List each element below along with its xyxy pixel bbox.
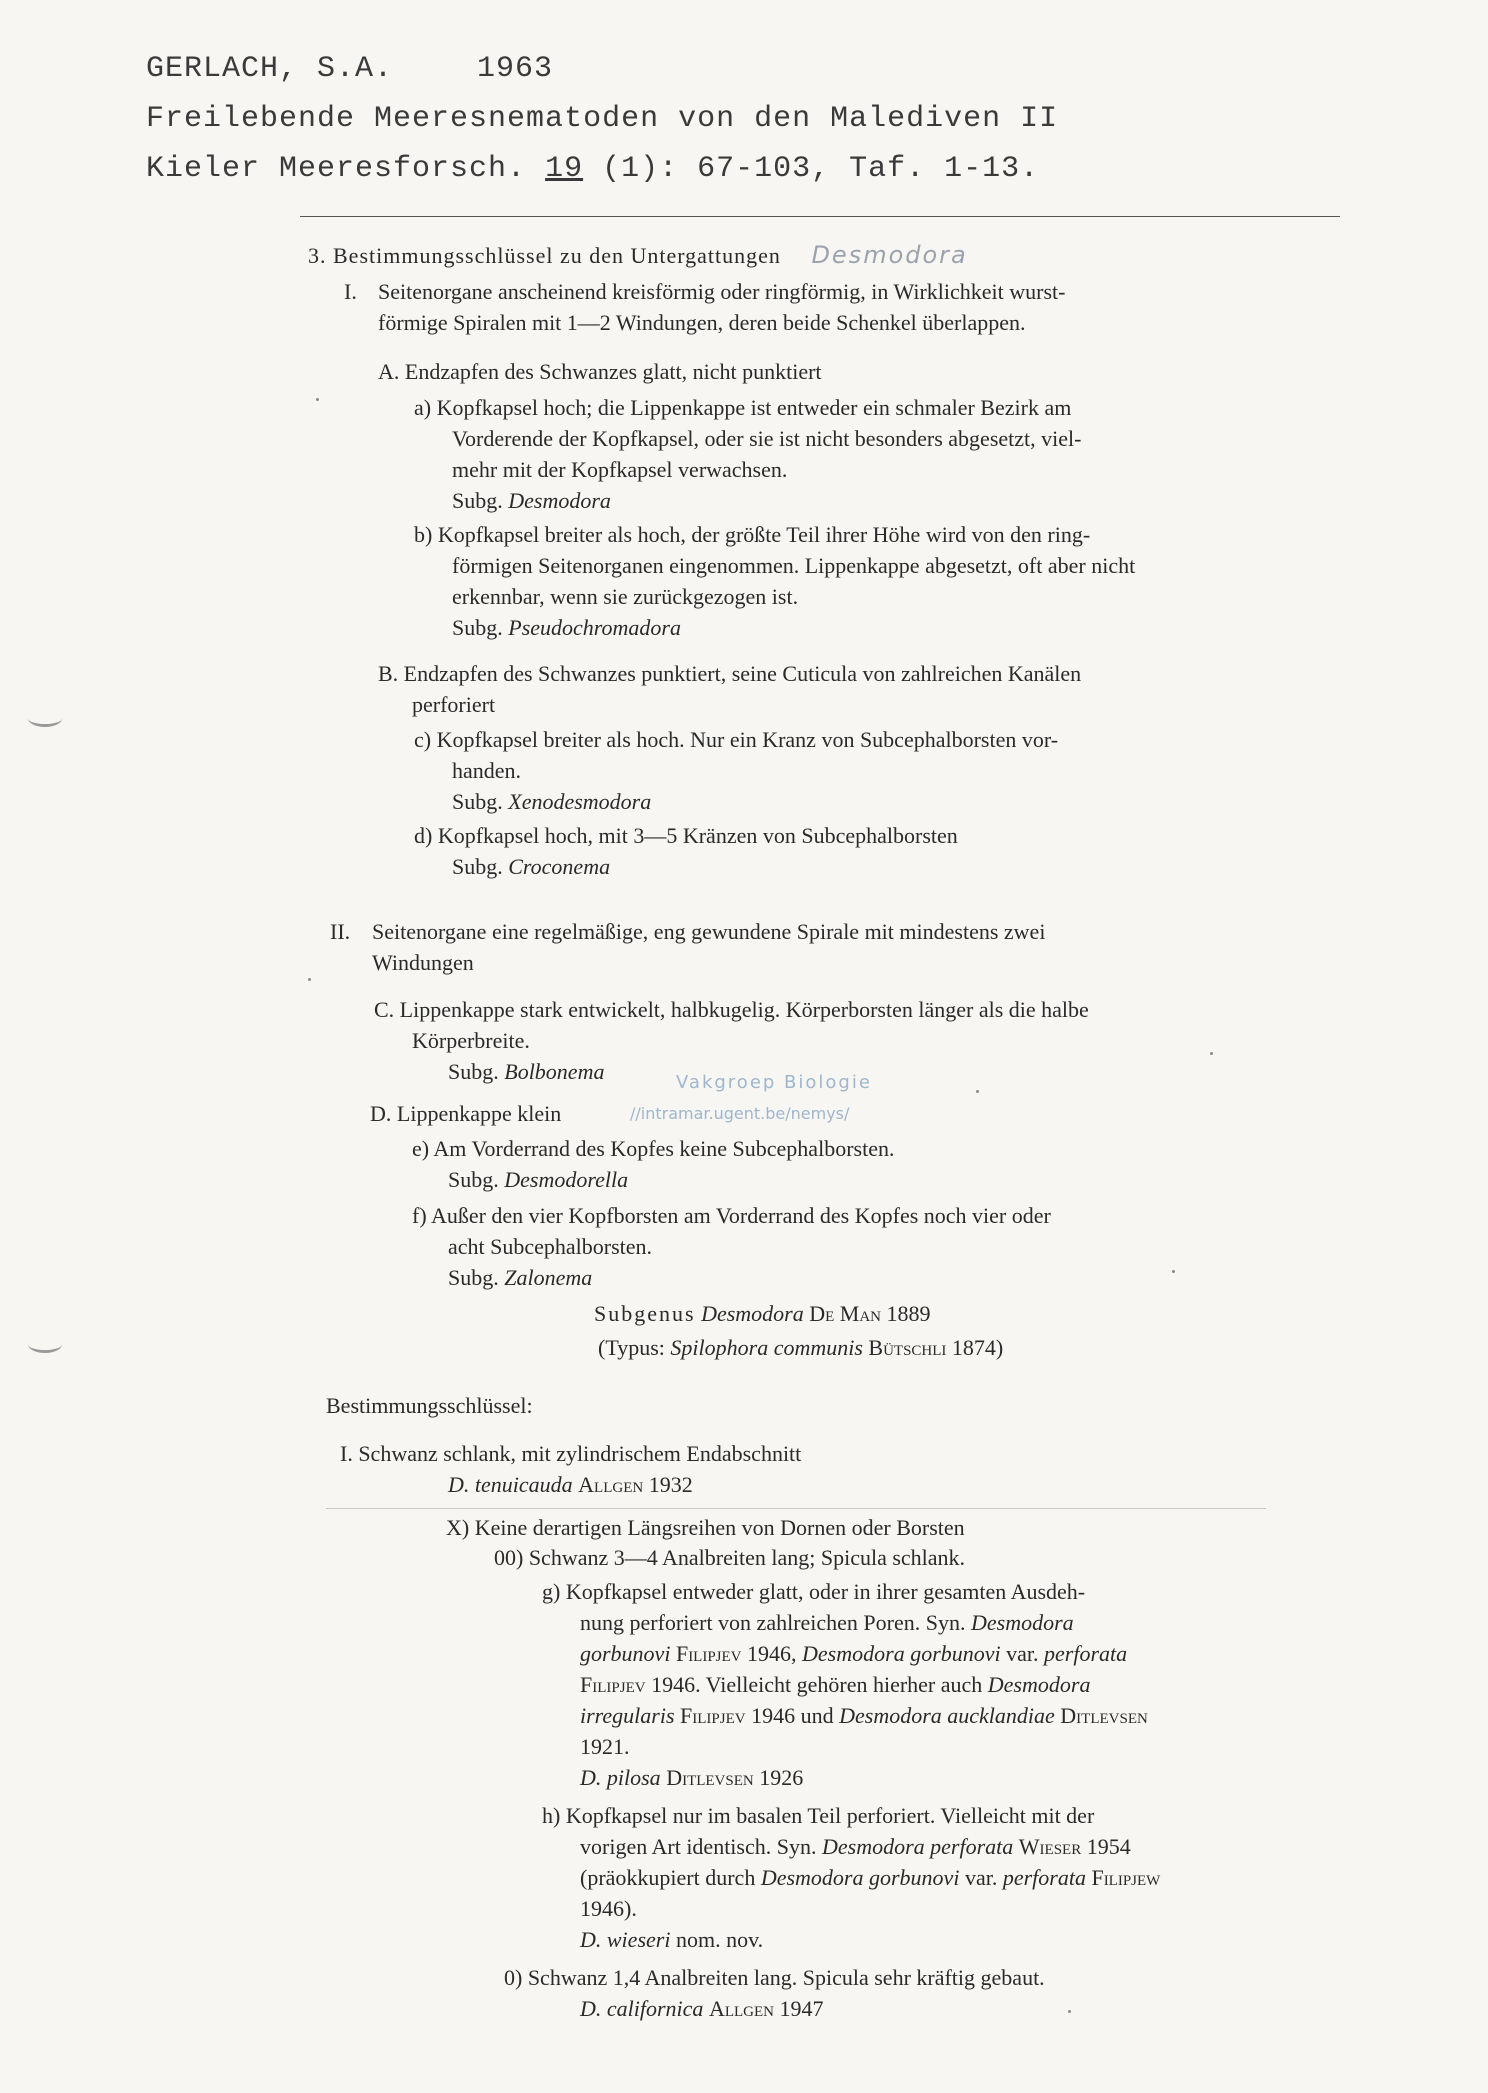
key2-g-text: nung perforiert von zahlreichen Poren. Syn. (580, 1610, 966, 1635)
punch-hole-mark (28, 710, 62, 727)
key-a-line: Vorderende der Kopfkapsel, oder sie ist nicht besonders abgesetzt, viel- (452, 426, 1082, 451)
key-a-line: mehr mit der Kopfkapsel verwachsen. (452, 457, 788, 482)
synonym-species: gorbunovi (580, 1641, 671, 1666)
citation-pages: (1): 67-103, Taf. 1-13. (602, 152, 1040, 186)
subgenus-croconema: Croconema (508, 854, 611, 879)
species-author: Ditlevsen (666, 1765, 754, 1790)
species-californica: D. californica (580, 1996, 704, 2021)
key-D: D. Lippenkappe klein (370, 1101, 562, 1126)
volume: 19 (545, 152, 584, 186)
key2-g-text: 1946. Vielleicht gehören hierher auch (651, 1672, 983, 1697)
watermark-line: Vakgroep Biologie (676, 1072, 872, 1093)
key2-g-line: g) Kopfkapsel entweder glatt, oder in ihrer gesamten Ausdeh- (542, 1579, 1086, 1604)
key2-g-text: 1921. (580, 1734, 630, 1759)
key2-h-text: vorigen Art identisch. Syn. (580, 1834, 817, 1859)
species-pilosa: D. pilosa (580, 1765, 661, 1790)
subg-label: Subg. (448, 1059, 499, 1084)
key2-h-line: h) Kopfkapsel nur im basalen Teil perforiert. Vielleicht mit der (542, 1803, 1095, 1828)
key-A: A. Endzapfen des Schwanzes glatt, nicht punktiert (378, 359, 822, 384)
species-year: 1926 (759, 1765, 804, 1790)
key-C-line: C. Lippenkappe stark entwickelt, halbkugelig. Körperborsten länger als die halbe (374, 997, 1089, 1022)
key-C-line: Körperbreite. (412, 1028, 530, 1053)
subg-label: Subg. (452, 615, 503, 640)
synonym-variety: perforata (1002, 1865, 1086, 1890)
subg-label: Subg. (452, 789, 503, 814)
key-d-line: d) Kopfkapsel hoch, mit 3—5 Kränzen von Subcephalborsten (414, 823, 958, 848)
species-year: 1947 (779, 1996, 824, 2021)
synonym-var: var. (1006, 1641, 1039, 1666)
author: GERLACH, S.A. (146, 52, 394, 86)
header-divider (300, 216, 1340, 217)
year: 1963 (477, 52, 554, 86)
subgenus-author: De Man (809, 1301, 882, 1326)
key-II-line: Windungen (372, 950, 474, 975)
subgenus-year: 1889 (886, 1301, 931, 1326)
synonym-species: irregularis (580, 1703, 675, 1728)
pencil-note: Desmodora (811, 241, 968, 269)
key2-00: 00) Schwanz 3—4 Analbreiten lang; Spicula schlank. (494, 1545, 966, 1570)
synonym-genus: Desmodora (971, 1610, 1074, 1635)
subgenus-desmodorella: Desmodorella (504, 1167, 629, 1192)
subgenus-zalonema: Zalonema (504, 1265, 593, 1290)
subg-label: Subg. (452, 488, 503, 513)
key-f-line: f) Außer den vier Kopfborsten am Vorderrand des Kopfes noch vier oder (412, 1203, 1051, 1228)
subg-label: Subg. (448, 1167, 499, 1192)
key-I-number: I. (344, 279, 357, 304)
key-I-line: förmige Spiralen mit 1—2 Windungen, deren beide Schenkel überlappen. (378, 310, 1026, 335)
synonym-year: 1946, (747, 1641, 797, 1666)
document-title: Freilebende Meeresnematoden von den Malediven II (146, 102, 1059, 136)
key2-heading: Bestimmungsschlüssel: (326, 1393, 533, 1418)
typus-year: 1874) (951, 1335, 1004, 1360)
synonym-species: Desmodora gorbunovi (802, 1641, 1001, 1666)
typus-author: Bütschli (868, 1335, 947, 1360)
synonym-species: Desmodora aucklandiae (839, 1703, 1055, 1728)
citation (146, 152, 1039, 186)
watermark-url: //intramar.ugent.be/nemys/ (630, 1104, 850, 1123)
nomenclature-note: nom. nov. (675, 1927, 764, 1952)
key-B-line: B. Endzapfen des Schwanzes punktiert, seine Cuticula von zahlreichen Kanälen (378, 661, 1082, 686)
synonym-author: Filipjev (680, 1703, 746, 1728)
species-year: 1932 (648, 1472, 693, 1497)
subg-label: Subg. (448, 1265, 499, 1290)
typus-species: Spilophora communis (670, 1335, 863, 1360)
synonym-year: 1954 (1086, 1834, 1131, 1859)
key-b-line: erkennbar, wenn sie zurückgezogen ist. (452, 584, 799, 609)
subgenus-xenodesmodora: Xenodesmodora (508, 789, 652, 814)
synonym-species: Desmodora perforata (821, 1834, 1014, 1859)
synonym-author: Filipjev (675, 1641, 742, 1666)
key-II-line: Seitenorgane eine regelmäßige, eng gewundene Spirale mit mindestens zwei (372, 919, 1046, 944)
synonym-author: Filipjew (1091, 1865, 1161, 1890)
key-b-line: b) Kopfkapsel breiter als hoch, der größte Teil ihrer Höhe wird von den ring- (414, 522, 1091, 547)
key-c-line: handen. (452, 758, 522, 783)
synonym-author: Ditlevsen (1060, 1703, 1148, 1728)
subgenus-pseudochromadora: Pseudochromadora (508, 615, 681, 640)
key2-0: 0) Schwanz 1,4 Analbreiten lang. Spicula sehr kräftig gebaut. (504, 1965, 1045, 1990)
punch-hole-mark (28, 1336, 62, 1353)
key2-g-text: 1946 und (751, 1703, 834, 1728)
species-tenuicauda: D. tenuicauda (448, 1472, 573, 1497)
page-crease-line (326, 1508, 1266, 1509)
key-I-line: Seitenorgane anscheinend kreisförmig oder ringförmig, in Wirklichkeit wurst- (378, 279, 1066, 304)
key-b-line: förmigen Seitenorganen eingenommen. Lippenkappe abgesetzt, oft aber nicht (452, 553, 1136, 578)
key2-h-text: 1946). (580, 1896, 637, 1921)
key-c-line: c) Kopfkapsel breiter als hoch. Nur ein Kranz von Subcephalborsten vor- (414, 727, 1059, 752)
subgenus-bolbonema: Bolbonema (504, 1059, 605, 1084)
key2-I: I. Schwanz schlank, mit zylindrischem Endabschnitt (340, 1441, 802, 1466)
key-a-line: a) Kopfkapsel hoch; die Lippenkappe ist entweder ein schmaler Bezirk am (414, 395, 1072, 420)
species-author: Allgen (578, 1472, 644, 1497)
section-heading: 3. Bestimmungsschlüssel zu den Untergattungen (308, 243, 781, 268)
species-author: Allgen (708, 1996, 774, 2021)
subg-label: Subg. (452, 854, 503, 879)
synonym-variety: perforata (1044, 1641, 1128, 1666)
key-f-line: acht Subcephalborsten. (448, 1234, 653, 1259)
key-B-line: perforiert (412, 692, 496, 717)
subgenus-name: Desmodora (701, 1301, 804, 1326)
synonym-genus: Desmodora (987, 1672, 1091, 1697)
synonym-author: Wieser (1018, 1834, 1082, 1859)
species-wieseri: D. wieseri (580, 1927, 671, 1952)
synonym-species: Desmodora gorbunovi (760, 1865, 960, 1890)
subgenus-label: Subgenus (594, 1301, 696, 1326)
journal: Kieler Meeresforsch. (146, 152, 527, 186)
key-e-line: e) Am Vorderrand des Kopfes keine Subcephalborsten. (412, 1136, 895, 1161)
synonym-var: var. (964, 1865, 998, 1890)
key2-h-text: (präokkupiert durch (580, 1865, 756, 1890)
synonym-author: Filipjev (580, 1672, 646, 1697)
key-II-number: II. (330, 919, 351, 944)
key2-X: X) Keine derartigen Längsreihen von Dornen oder Borsten (446, 1515, 965, 1540)
subgenus-desmodora: Desmodora (508, 488, 611, 513)
typus-label: (Typus: (598, 1335, 665, 1360)
